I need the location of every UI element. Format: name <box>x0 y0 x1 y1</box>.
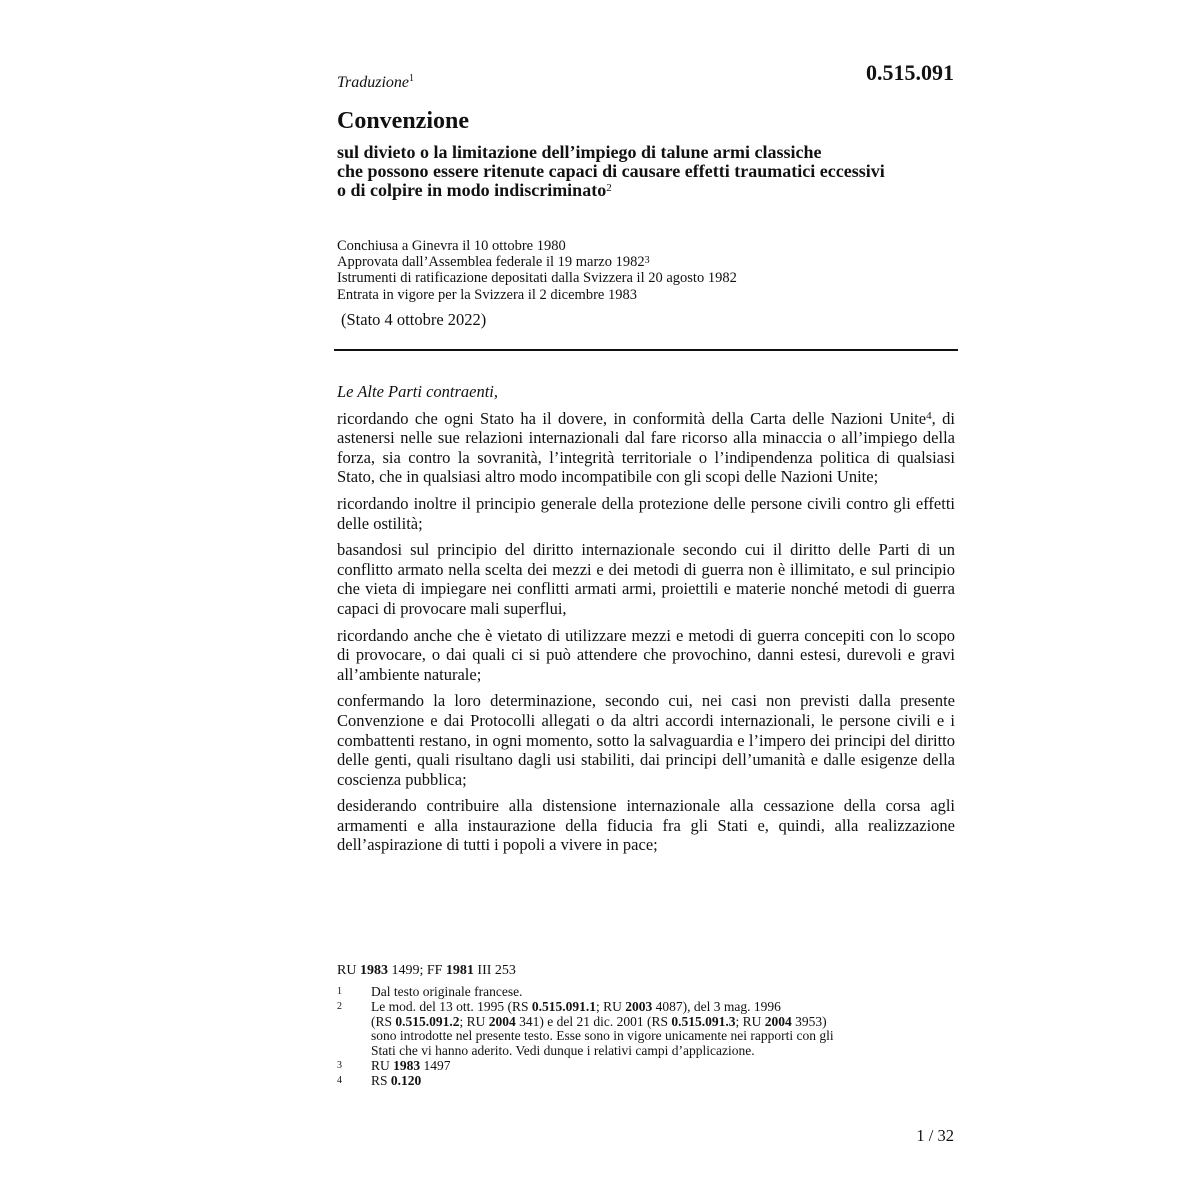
status-date: (Stato 4 ottobre 2022) <box>341 310 487 329</box>
subtitle-line: o di colpire in modo indiscriminato$^2$ <box>337 180 612 200</box>
preamble-paragraph: basandosi sul principio del diritto internazionale secondo cui il diritto delle Parti di un conflitto armato nella scelta dei mezzi e dei metodi di guerra non è illimitato, e sul principio che vieta di impiegare nei conflitti armati armi, proiettili e materie nonché metodi di guerra capaci di provocare mali superflui, <box>337 540 955 618</box>
footnote-text: Le mod. del 13 ott. 1995 (RS 0.515.091.1; RU 2003 4087), del 3 mag. 1996 (RS 0.515.091.2; RU 2004 341) e del 21 dic. 2001 (RS 0.515.091.3; RU 2004 3953) sono introdotte nel presente testo. Esse sono in vigore unicamente nei rapporti con gli Stati che vi hanno aderito. Vedi dunque i relativi campi d’applicazione. <box>371 998 834 1059</box>
preamble <box>337 382 955 862</box>
page-number: 1 / 32 <box>916 1126 954 1145</box>
meta-line: Conchiusa a Ginevra il 10 ottobre 1980 <box>337 238 566 254</box>
footnote-ref-3[interactable]: 3 <box>644 255 650 267</box>
preamble-paragraph: confermando la loro determinazione, secondo cui, nei casi non previsti dalla presente Convenzione e dai Protocolli allegati o da altri accordi internazionali, le persone civili e i combattenti restano, in ogni momento, sotto la salvaguardia e l’impero dei principi del diritto delle genti, quali risultano dagli usi stabiliti, dai principi dell’umanità e dalle esigenze della coscienza pubblica; <box>337 691 955 789</box>
footnote-3 <box>337 1059 957 1074</box>
footnote-ref-2[interactable]: 2 <box>606 182 612 194</box>
preamble-paragraph: ricordando che ogni Stato ha il dovere, in conformità della Carta delle Nazioni Unite$^4$, di astenersi nelle sue relazioni internazionali dal fare ricorso alla minaccia o all’impiego della forza, sia contro la sovranità, l’integrità territoriale o l’indipendenza politica di qualsiasi Stato, che in qualsiasi altro modo incompatibile con gli scopi delle Nazioni Unite; <box>337 408 955 487</box>
footnote-ref-1[interactable]: 1 <box>409 73 415 84</box>
preamble-paragraph: ricordando inoltre il principio generale della protezione delle persone civili contro gli effetti delle ostilità; <box>337 493 955 533</box>
footnote-2 <box>337 1000 957 1059</box>
meta-line: Approvata dall’Assemblea federale il 19 marzo 1982$^3$ <box>337 254 650 271</box>
footnote-source: RU 1983 1499; FF 1981 III 253 <box>337 963 516 978</box>
subtitle-line: che possono essere ritenute capaci di causare effetti traumatici eccessivi <box>337 161 885 181</box>
footnote-4 <box>337 1074 957 1089</box>
translation-label <box>337 74 414 92</box>
footnote-text: Dal testo originale francese. <box>371 984 523 999</box>
footnotes <box>337 985 957 1089</box>
footnote-text: RU 1983 1497 <box>371 1057 451 1073</box>
preamble-intro: Le Alte Parti contraenti, <box>337 382 499 401</box>
subtitle-line: sul divieto o la limitazione dell’impiego di talune armi classiche <box>337 142 822 162</box>
document-title: Convenzione <box>337 108 469 134</box>
document-number: 0.515.091 <box>866 60 954 85</box>
document-subtitle <box>337 143 967 200</box>
footnote-number: 2 <box>337 1000 342 1012</box>
document-metadata <box>337 238 737 303</box>
meta-line: Entrata in vigore per la Svizzera il 2 dicembre 1983 <box>337 286 637 303</box>
preamble-paragraph: desiderando contribuire alla distensione internazionale alla cessazione della corsa agli armamenti e alla instaurazione della fiducia fra gli Stati e, quindi, alla realizzazione dell’aspirazione di tutti i popoli a vivere in pace; <box>337 796 955 855</box>
footnote-number: 4 <box>337 1074 342 1086</box>
footnote-1 <box>337 985 957 1000</box>
footnote-number: 1 <box>337 986 342 997</box>
footnote-number: 3 <box>337 1059 342 1071</box>
footnote-ref-4[interactable]: 4 <box>926 409 932 422</box>
meta-line: Istrumenti di ratificazione depositati dalla Svizzera il 20 agosto 1982 <box>337 270 737 287</box>
header-divider <box>334 349 958 351</box>
translation-text: Traduzione <box>337 74 410 91</box>
preamble-paragraph: ricordando anche che è vietato di utilizzare mezzi e metodi di guerra concepiti con lo scopo di provocare, o dai quali ci si può attendere che provochino, danni estesi, durevoli e gravi all’ambiente naturale; <box>337 625 955 684</box>
footnote-text: RS 0.120 <box>371 1072 422 1088</box>
